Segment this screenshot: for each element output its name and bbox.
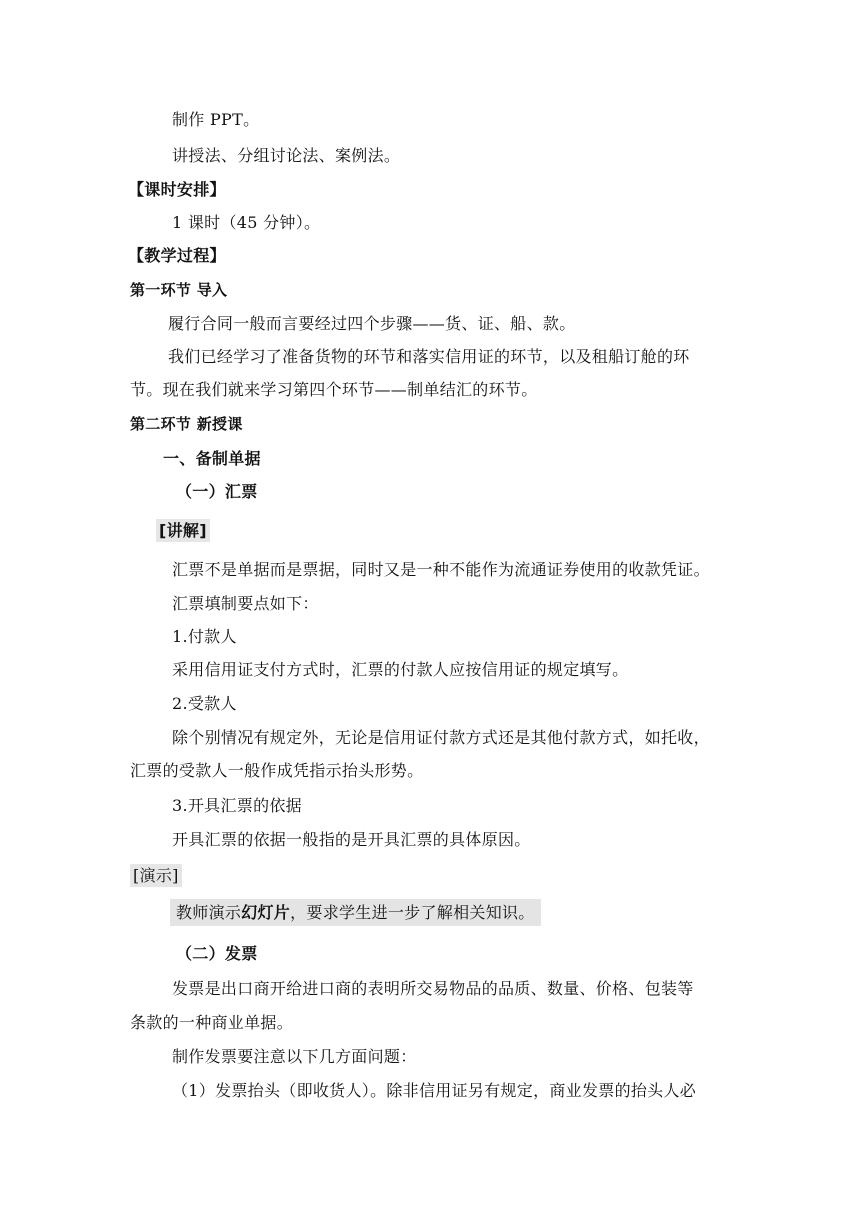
- paragraph-line: 条款的一种商业单据。: [130, 1013, 294, 1032]
- paragraph-line: 制作发票要注意以下几方面问题：: [172, 1047, 417, 1066]
- methods-line: 讲授法、分组讨论法、案例法。: [172, 146, 401, 165]
- list-item-title: 3.开具汇票的依据: [172, 796, 302, 815]
- schedule-line: 1 课时（45 分钟）。: [172, 213, 321, 232]
- paragraph-line: 履行合同一般而言要经过四个步骤——货、证、船、款。: [168, 314, 576, 333]
- paragraph-line: 采用信用证支付方式时，汇票的付款人应按信用证的规定填写。: [172, 660, 629, 679]
- paragraph-line: 除个别情况有规定外，无论是信用证付款方式还是其他付款方式，如托收，: [172, 728, 710, 747]
- demo-highlight-line: 教师演示幻灯片，要求学生进一步了解相关知识。: [170, 902, 541, 924]
- item-heading-draft: （一）汇票: [176, 482, 258, 501]
- demo-label: [演示]: [130, 865, 182, 887]
- stage-two-heading: 第二环节 新授课: [130, 415, 243, 433]
- paragraph-line: 汇票不是单据而是票据，同时又是一种不能作为流通证券使用的收款凭证。: [172, 560, 710, 579]
- list-item-title: 1.付款人: [172, 627, 237, 646]
- slides-emphasis: 幻灯片: [241, 903, 291, 922]
- list-item-title: 2.受款人: [172, 694, 237, 713]
- item-heading-invoice: （二）发票: [176, 944, 258, 963]
- paragraph-line: 开具汇票的依据一般指的是开具汇票的具体原因。: [172, 830, 531, 849]
- subsection-heading: 一、备制单据: [163, 449, 261, 468]
- paragraph-line: 我们已经学习了准备货物的环节和落实信用证的环节，以及租船订舱的环: [168, 347, 690, 366]
- paragraph-line: 节。现在我们就来学习第四个环节——制单结汇的环节。: [130, 380, 538, 399]
- paragraph-line: 汇票的受款人一般作成凭指示抬头形势。: [130, 761, 424, 780]
- materials-line: 制作 PPT。: [172, 110, 260, 129]
- lecture-label: [讲解]: [156, 520, 210, 542]
- paragraph-line: 汇票填制要点如下：: [172, 594, 319, 613]
- paragraph-line: 发票是出口商开给进口商的表明所交易物品的品质、数量、价格、包装等: [172, 979, 694, 998]
- section-heading-process: 【教学过程】: [128, 246, 226, 265]
- section-heading-schedule: 【课时安排】: [128, 180, 226, 199]
- paragraph-line: （1）发票抬头（即收货人）。除非信用证另有规定，商业发票的抬头人必: [172, 1081, 697, 1100]
- stage-one-heading: 第一环节 导入: [130, 281, 228, 299]
